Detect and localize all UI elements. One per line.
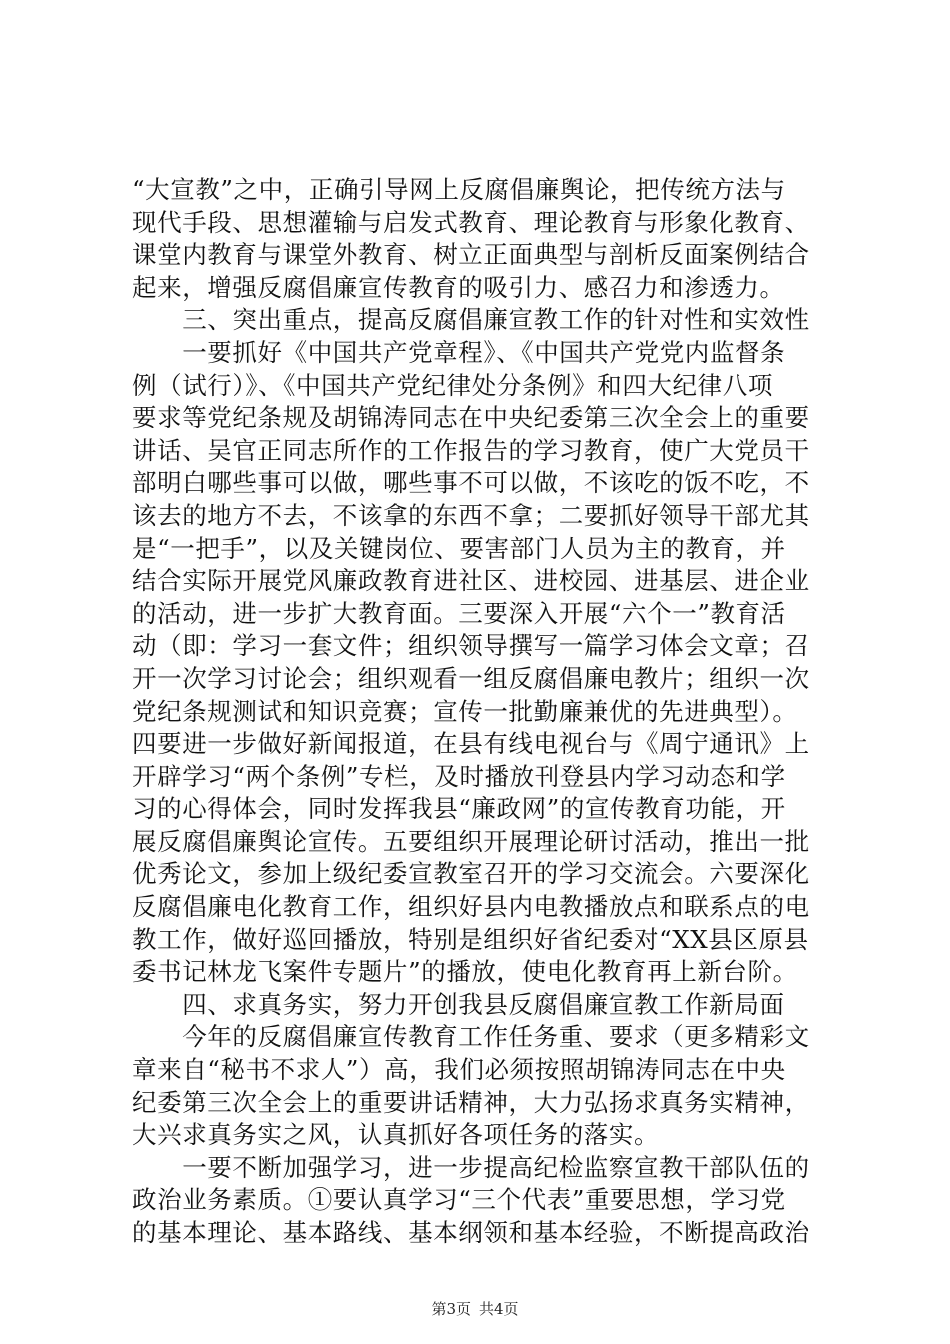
text-line: “大宣教”之中，正确引导网上反腐倡廉舆论，把传统方法与 <box>132 175 786 204</box>
text-line: 章来自“秘书不求人”）高，我们必须按照胡锦涛同志在中央 <box>132 1055 786 1085</box>
text-line: 党纪条规测试和知识竞赛；宣传一批勤廉兼优的先进典型）。 <box>132 696 798 726</box>
text-line: 动（即：学习一套文件；组织领导撰写一篇学习体会文章；召 <box>132 631 810 661</box>
text-line: 的活动，进一步扩大教育面。三要深入开展“六个一”教育活 <box>132 598 786 628</box>
text-line: 讲话、吴官正同志所作的工作报告的学习教育，使广大党员干 <box>132 435 810 465</box>
text-line: 反腐倡廉电化教育工作，组织好县内电教播放点和联系点的电 <box>132 892 810 922</box>
text-line: 政治业务素质。①要认真学习“三个代表”重要思想，学习党 <box>132 1185 786 1215</box>
text-line: 一要不断加强学习，进一步提高纪检监察宣教干部队伍的 <box>132 1152 810 1182</box>
text-line: 一要抓好《中国共产党章程》、《中国共产党党内监督条 <box>132 337 786 367</box>
text-line: 习的心得体会，同时发挥我县“廉政网”的宣传教育功能，开 <box>132 794 786 824</box>
text-line: 的基本理论、基本路线、基本纲领和基本经验，不断提高政治 <box>132 1218 810 1247</box>
text-line: 优秀论文，参加上级纪委宣教室召开的学习交流会。六要深化 <box>132 859 810 889</box>
text-line: 课堂内教育与课堂外教育、树立正面典型与剖析反面案例结合 <box>132 240 810 270</box>
page-footer <box>0 1299 950 1319</box>
text-line: 纪委第三次全会上的重要讲话精神，大力弘扬求真务实精神， <box>132 1087 810 1117</box>
text-line: 开一次学习讨论会；组织观看一组反腐倡廉电教片；组织一次 <box>132 663 810 693</box>
text-line: 开辟学习“两个条例”专栏，及时播放刊登县内学习动态和学 <box>132 761 786 791</box>
section-heading: 四、求真务实，努力开创我县反腐倡廉宣教工作新局面 <box>132 989 785 1019</box>
page-number: 第3页 <box>431 1300 471 1318</box>
text-line: 是“一把手”，以及关键岗位、要害部门人员为主的教育，并 <box>132 533 786 563</box>
text-line: 现代手段、思想灌输与启发式教育、理论教育与形象化教育、 <box>132 207 810 237</box>
text-line: 该去的地方不去，不该拿的东西不拿；二要抓好领导干部尤其 <box>132 500 810 530</box>
text-line: 要求等党纪条规及胡锦涛同志在中央纪委第三次全会上的重要 <box>132 403 810 433</box>
text-line: 四要进一步做好新闻报道，在县有线电视台与《周宁通讯》上 <box>132 729 810 759</box>
text-line: 今年的反腐倡廉宣传教育工作任务重、要求（更多精彩文 <box>132 1022 810 1052</box>
page-total: 共4页 <box>479 1300 519 1318</box>
document-body <box>132 174 828 1250</box>
text-line: 大兴求真务实之风，认真抓好各项任务的落实。 <box>132 1120 660 1150</box>
text-line: 结合实际开展党风廉政教育进社区、进校园、进基层、进企业 <box>132 566 810 596</box>
text-line: 委书记林龙飞案件专题片”的播放，使电化教育再上新台阶。 <box>132 957 798 987</box>
text-line: 例（试行）》、《中国共产党纪律处分条例》和四大纪律八项 <box>132 370 773 400</box>
text-line: 起来，增强反腐倡廉宣传教育的吸引力、感召力和渗透力。 <box>132 272 785 302</box>
section-heading: 三、突出重点，提高反腐倡廉宣教工作的针对性和实效性 <box>132 305 810 335</box>
text-line: 展反腐倡廉舆论宣传。五要组织开展理论研讨活动，推出一批 <box>132 826 810 856</box>
text-line: 部明白哪些事可以做，哪些事不可以做，不该吃的饭不吃，不 <box>132 468 810 498</box>
text-line: 教工作，做好巡回播放，特别是组织好省纪委对“XX县区原县 <box>132 924 809 954</box>
